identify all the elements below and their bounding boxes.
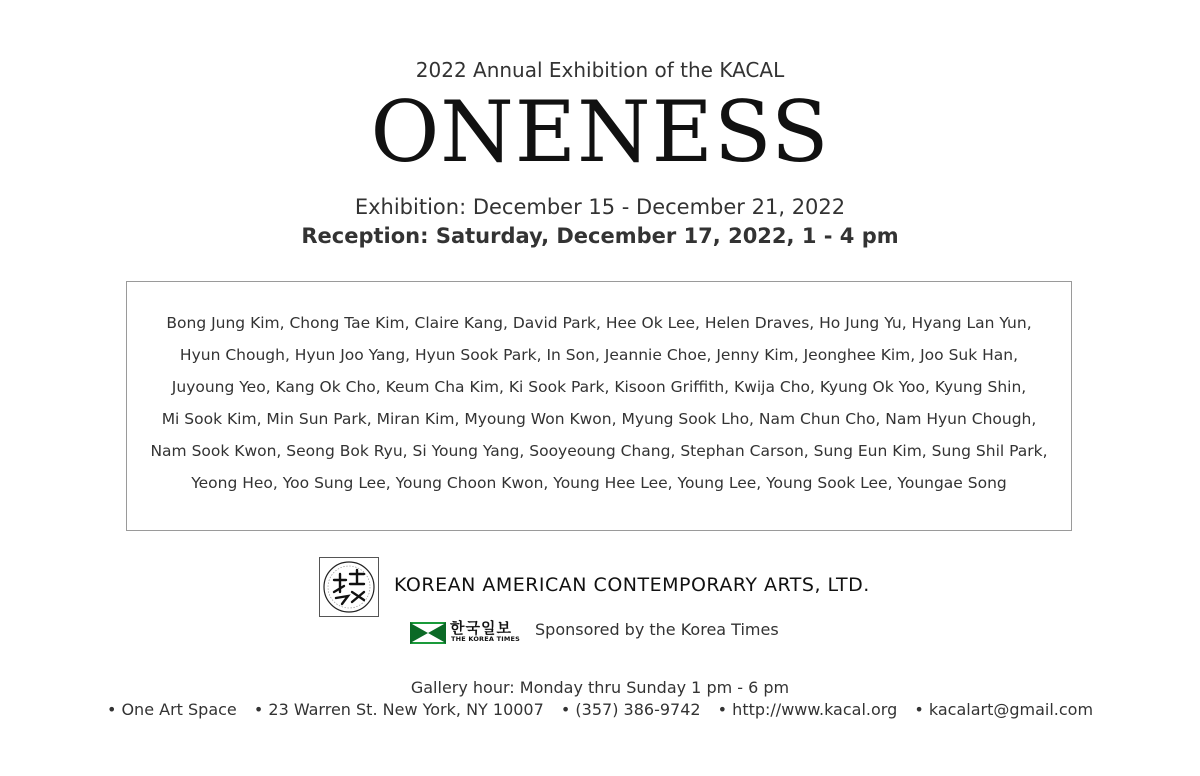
gallery-hours: Gallery hour: Monday thru Sunday 1 pm - 6 pm (410, 678, 790, 697)
artist-line: Mi Sook Kim, Min Sun Park, Miran Kim, Myoung Won Kwon, Myung Sook Lho, Nam Chun Cho, Nam Hyun Chough, (161, 410, 1037, 428)
korea-times-english-name: THE KOREA TIMES (451, 635, 521, 643)
contact-info (0, 700, 1200, 719)
kacal-seal-logo-icon (319, 557, 379, 617)
artists-list-box (126, 281, 1072, 531)
artist-line: Hyun Chough, Hyun Joo Yang, Hyun Sook Park, In Son, Jeannie Choe, Jenny Kim, Jeonghee Kim, Joo Suk Han, (179, 346, 1019, 364)
website-link[interactable]: • http://www.kacal.org (717, 700, 898, 719)
artist-line: Nam Sook Kwon, Seong Bok Ryu, Si Young Yang, Sooyeoung Chang, Stephan Carson, Sung Eun Kim, Sung Shil Park, (150, 442, 1048, 460)
korea-times-korean-name: 한국일보 (450, 619, 512, 637)
artist-line: Bong Jung Kim, Chong Tae Kim, Claire Kang, David Park, Hee Ok Lee, Helen Draves, Ho Jung Yu, Hyang Lan Yun, (166, 314, 1032, 332)
sponsor-text: Sponsored by the Korea Times (535, 620, 779, 639)
artist-line: Juyoung Yeo, Kang Ok Cho, Keum Cha Kim, Ki Sook Park, Kisoon Griffith, Kwija Cho, Kyung Ok Yoo, Kyung Shin, (171, 378, 1027, 396)
phone-number[interactable]: • (357) 386-9742 (560, 700, 701, 719)
venue-address: • 23 Warren St. New York, NY 10007 (253, 700, 544, 719)
exhibition-subtitle: 2022 Annual Exhibition of the KACAL (415, 58, 785, 82)
reception-info: Reception: Saturday, December 17, 2022, 1 - 4 pm (301, 224, 899, 248)
artist-line: Yeong Heo, Yoo Sung Lee, Young Choon Kwon, Young Hee Lee, Young Lee, Young Sook Lee, Youngae Song (191, 474, 1007, 492)
korea-times-logo-icon (410, 622, 446, 644)
organization-name: KOREAN AMERICAN CONTEMPORARY ARTS, LTD. (394, 574, 870, 596)
email-link[interactable]: • kacalart@gmail.com (914, 700, 1094, 719)
exhibition-title: ONENESS (370, 83, 830, 181)
venue-name: • One Art Space (106, 700, 237, 719)
exhibition-dates: Exhibition: December 15 - December 21, 2022 (354, 195, 846, 219)
